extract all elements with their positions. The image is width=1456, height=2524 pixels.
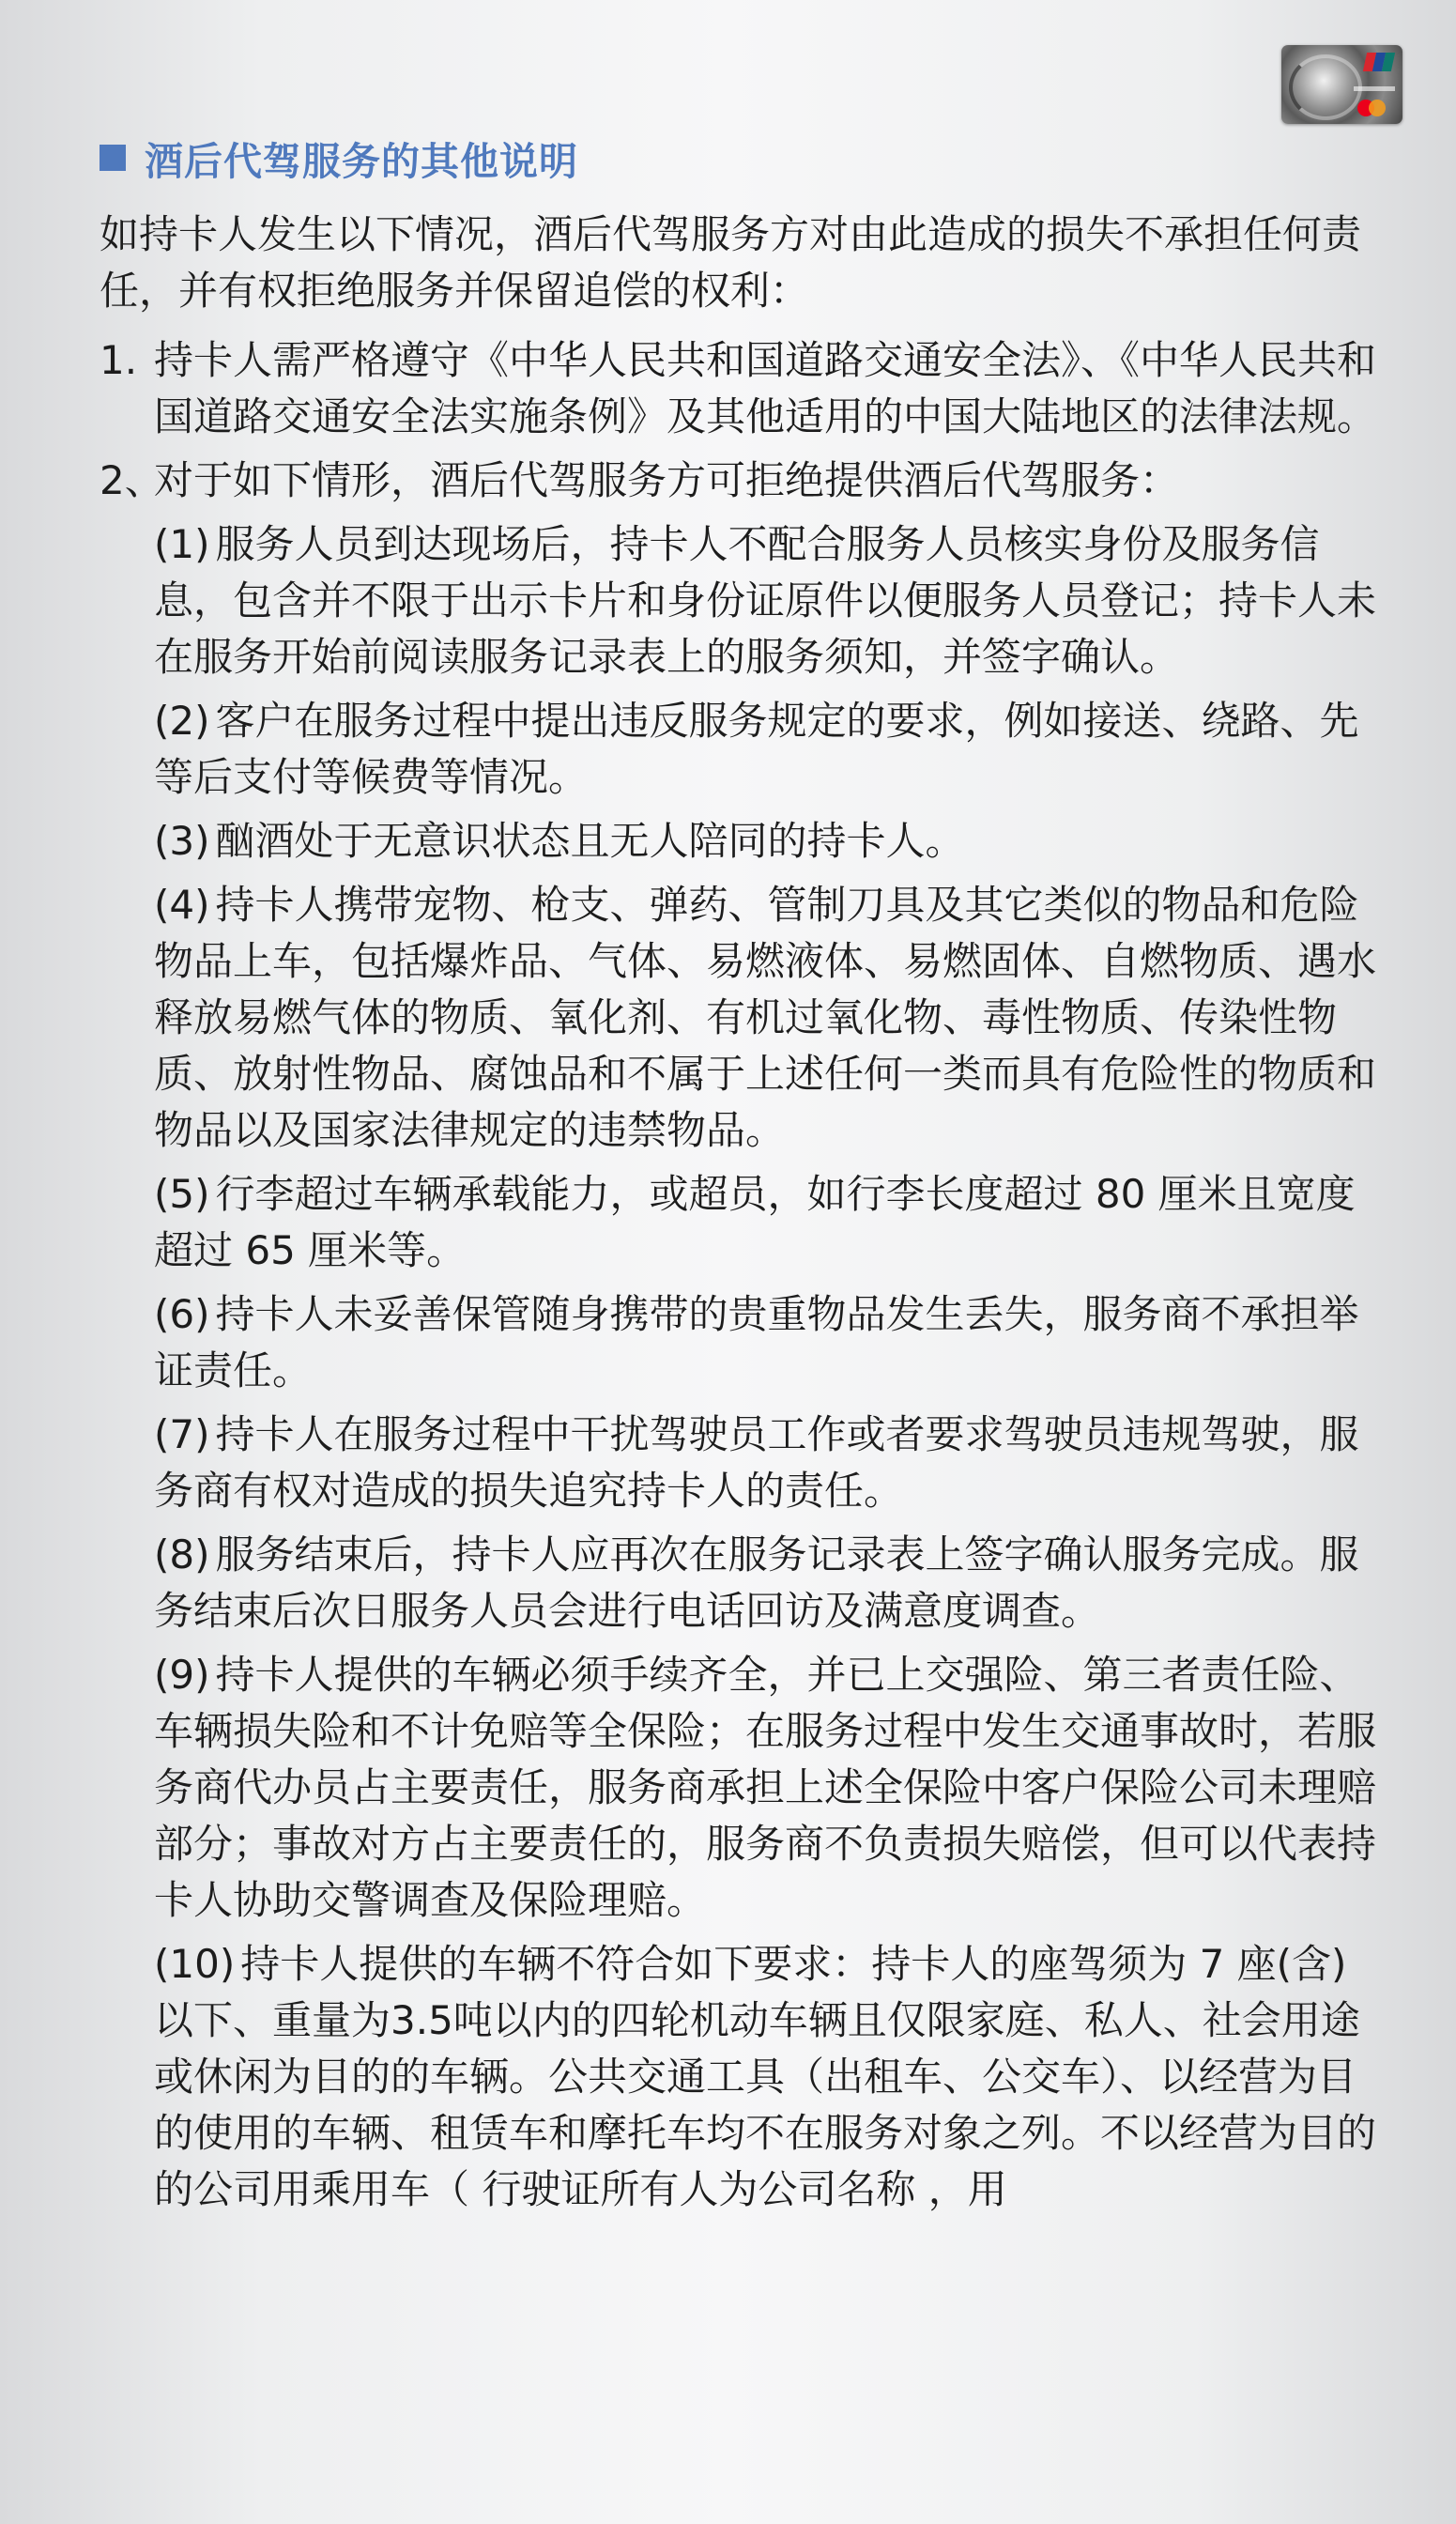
sub-number: (7) — [154, 1411, 210, 1457]
sub-number: (6) — [154, 1291, 210, 1337]
sub-number: (8) — [154, 1531, 210, 1578]
sub-text: 行李超过车辆承载能力，或超员，如行李长度超过 80 厘米且宽度超过 65 厘米等。 — [154, 1171, 1356, 1273]
sub-item-2 — [154, 693, 1376, 806]
sub-text: 酗酒处于无意识状态且无人陪同的持卡人。 — [215, 818, 965, 864]
sub-text: 客户在服务过程中提出违反服务规定的要求，例如接送、绕路、先等后支付等候费等情况。 — [154, 698, 1359, 800]
sub-item-5 — [154, 1166, 1376, 1279]
card-number-strip — [1354, 86, 1395, 91]
sub-number: (1) — [154, 521, 210, 567]
sub-number: (9) — [154, 1652, 210, 1698]
list-item-1 — [100, 332, 1376, 445]
blue-square-bullet-icon — [100, 145, 126, 171]
sub-item-8 — [154, 1527, 1376, 1639]
sub-number: (2) — [154, 698, 210, 744]
sub-item-6 — [154, 1286, 1376, 1399]
mastercard-logo-icon — [1357, 100, 1391, 116]
unionpay-logo-icon — [1365, 53, 1393, 71]
section-heading — [100, 131, 1376, 184]
list-number: 2、 — [100, 457, 164, 503]
sub-item-7 — [154, 1407, 1376, 1519]
sub-text: 服务人员到达现场后，持卡人不配合服务人员核实身份及服务信息，包含并不限于出示卡片和身份证原件以便服务人员登记；持卡人未在服务开始前阅读服务记录表上的服务须知，并签字确认。 — [154, 521, 1377, 680]
mastercard-orange-circle — [1369, 100, 1386, 116]
sub-number: (4) — [154, 882, 210, 928]
sub-text: 服务结束后，持卡人应再次在服务记录表上签字确认服务完成。服务结束后次日服务人员会进行电话回访及满意度调查。 — [154, 1531, 1359, 1634]
list-number: 1. — [100, 337, 138, 383]
list-text: 持卡人需严格遵守《中华人民共和国道路交通安全法》、《中华人民共和国道路交通安全法实施条例》及其他适用的中国大陆地区的法律法规。 — [154, 337, 1377, 439]
sub-text: 持卡人在服务过程中干扰驾驶员工作或者要求驾驶员违规驾驶，服务商有权对造成的损失追究持卡人的责任。 — [154, 1411, 1359, 1514]
credit-card-thumbnail — [1281, 45, 1402, 124]
sub-text: 持卡人携带宠物、枪支、弹药、管制刀具及其它类似的物品和危险物品上车，包括爆炸品、气体、易燃液体、易燃固体、自燃物质、遇水释放易燃气体的物质、氧化剂、有机过氧化物、毒性物质、传染性物质、放射性物品、腐蚀品和不属于上述任何一类而具有危险性的物质和物品以及国家法律规定的违禁物品。 — [154, 882, 1377, 1153]
sub-item-1 — [154, 516, 1376, 685]
sub-item-9 — [154, 1647, 1376, 1929]
sub-text: 持卡人未妥善保管随身携带的贵重物品发生丢失，服务商不承担举证责任。 — [154, 1291, 1359, 1393]
sub-item-10 — [154, 1936, 1376, 2218]
intro-paragraph: 如持卡人发生以下情况，酒后代驾服务方对由此造成的损失不承担任何责任，并有权拒绝服务并保留追偿的权利： — [100, 211, 1362, 314]
document-body — [100, 131, 1376, 2225]
list-item-2 — [100, 453, 1376, 509]
sub-item-3 — [154, 813, 1376, 870]
sub-item-4 — [154, 877, 1376, 1159]
sub-text: 持卡人提供的车辆不符合如下要求：持卡人的座驾须为 7 座(含)以下、重量为3.5吨以内的四轮机动车辆且仅限家庭、私人、社会用途或休闲为目的的车辆。公共交通工具（出租车、公交车）、以经营为目的使用的车辆、租赁车和摩托车均不在服务对象之列。不以经营为目的的公司用乘用车（ 行驶证所有人为公司名称 ，用 — [154, 1941, 1377, 2212]
section-title: 酒后代驾服务的其他说明 — [145, 138, 578, 184]
card-art-swirl — [1289, 54, 1362, 120]
sub-number: (10) — [154, 1941, 236, 1987]
sub-list — [154, 516, 1376, 2218]
sub-number: (5) — [154, 1171, 210, 1217]
list-text: 对于如下情形，酒后代驾服务方可拒绝提供酒后代驾服务： — [154, 457, 1180, 503]
sub-number: (3) — [154, 818, 210, 864]
sub-text: 持卡人提供的车辆必须手续齐全，并已上交强险、第三者责任险、车辆损失险和不计免赔等全保险；在服务过程中发生交通事故时，若服务商代办员占主要责任，服务商承担上述全保险中客户保险公司未理赔部分；事故对方占主要责任的，服务商不负责损失赔偿，但可以代表持卡人协助交警调查及保险理赔。 — [154, 1652, 1377, 1923]
